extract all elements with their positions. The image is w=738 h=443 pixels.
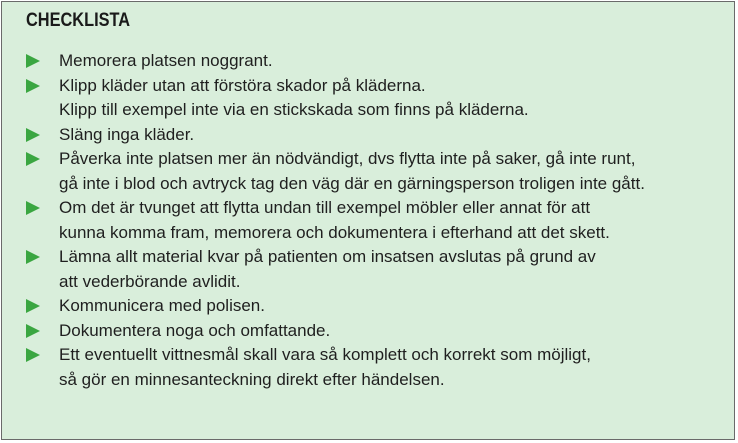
- checklist-box: [1, 1, 735, 440]
- checklist-item-text: Ett eventuellt vittnesmål skall vara så komplett och korrekt som möjligt,: [59, 345, 591, 364]
- checklist-item: [26, 123, 726, 148]
- triangle-bullet-icon: [26, 348, 40, 362]
- checklist-item: [26, 294, 726, 319]
- triangle-bullet-icon: [26, 201, 40, 215]
- checklist-item: [26, 49, 726, 74]
- checklist-title: CHECKLISTA: [26, 10, 131, 31]
- checklist-item: [26, 319, 726, 344]
- checklist-item: [26, 343, 726, 392]
- checklist-item-text: Lämna allt material kvar på patienten om insatsen avslutas på grund av: [59, 247, 596, 266]
- checklist-item: [26, 147, 726, 196]
- checklist-item-text: Klipp kläder utan att förstöra skador på kläderna.: [59, 75, 426, 95]
- checklist-item-text: Påverka inte platsen mer än nödvändigt, dvs flytta inte på saker, gå inte runt,: [59, 149, 636, 168]
- checklist-item: [26, 196, 726, 245]
- checklist-item: [26, 74, 726, 123]
- checklist-item: [26, 245, 726, 294]
- checklist-item-text: Memorera platsen noggrant.: [59, 51, 273, 70]
- checklist-list: [26, 49, 726, 392]
- checklist-item-text: Klipp till exempel inte via en stickskada som finns på kläderna.: [59, 100, 529, 119]
- triangle-bullet-icon: [26, 79, 40, 93]
- checklist-item-text: gå inte i blod och avtryck tag den väg där en gärningsperson troligen inte gått.: [59, 173, 645, 193]
- triangle-bullet-icon: [26, 128, 40, 142]
- triangle-bullet-icon: [26, 54, 40, 68]
- checklist-item-text: Dokumentera noga och omfattande.: [59, 320, 331, 340]
- checklist-item-text: att vederbörande avlidit.: [59, 271, 241, 291]
- checklist-item-text: Släng inga kläder.: [59, 124, 195, 144]
- checklist-item-text: Kommunicera med polisen.: [59, 296, 265, 315]
- triangle-bullet-icon: [26, 324, 40, 338]
- checklist-item-text: kunna komma fram, memorera och dokumentera i efterhand att det skett.: [59, 222, 610, 242]
- checklist-item-text: Om det är tvunget att flytta undan till exempel möbler eller annat för att: [59, 198, 591, 217]
- triangle-bullet-icon: [26, 299, 40, 313]
- triangle-bullet-icon: [26, 250, 40, 264]
- checklist-item-text: så gör en minnesanteckning direkt efter händelsen.: [59, 369, 445, 389]
- triangle-bullet-icon: [26, 152, 40, 166]
